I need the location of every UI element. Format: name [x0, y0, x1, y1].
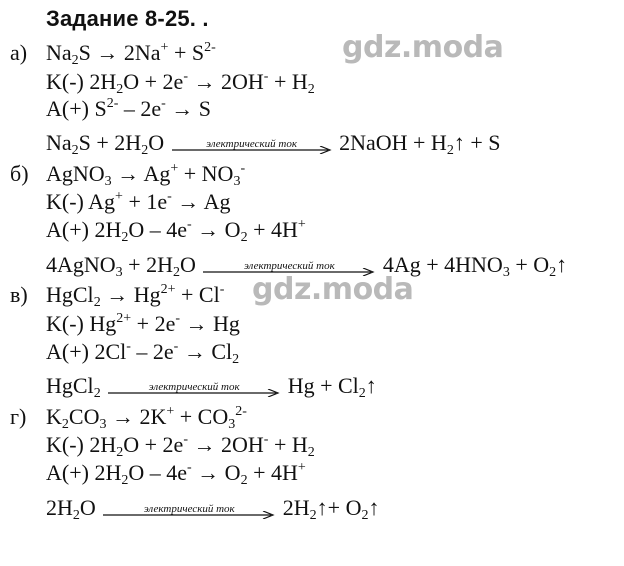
task-title: Задание 8-25. . — [46, 6, 209, 31]
section-label-a: а) — [10, 40, 28, 65]
equation-g-cathode: K(-) $2H_2O + 2e^- \to 2OH^- + H_2$ — [46, 432, 315, 460]
watermark-middle: gdz.moda — [252, 272, 414, 307]
equation-g-dissociation: $K_2CO_3 \to 2K^+ + CO_3^{2-}$ — [46, 404, 247, 432]
equation-g-overall: $2H_2O$ электрический ток $2H_2↑+$ $O_2↑$ — [46, 495, 380, 523]
equation-b-overall: 4AgNO$_3$ + $2H_2O$ электрический ток $4Ag + 4HNO_3$ + $O_2↑$ — [46, 252, 568, 280]
equation-b-cathode: K(-) Ag+ + 1e- → Ag — [46, 189, 231, 214]
equation-a-cathode: K(-) $2H_2O + 2e^- \to 2OH^- + H_2$ — [46, 69, 315, 97]
equation-g-anode: A(+) $2H_2O - 4e^- \to O_2 + 4H^+$ — [46, 460, 306, 488]
section-label-b: б) — [10, 161, 29, 186]
equation-a-anode: A(+) $S^{2-} - 2e^- \to S$ — [46, 96, 212, 121]
equation-a-overall: $Na_2S + 2H_2O$ электрический ток 2NaOH + $H_2↑ + S$ — [46, 130, 501, 158]
equation-v-cathode: K(-) $Hg^{2+} + 2e^- \to Hg$ — [46, 311, 240, 336]
equation-v-dissociation: HgCl$_2$ → $Hg^{2+} + Cl^-$ — [46, 282, 225, 310]
equation-b-dissociation: AgNO$_3$ → $Ag^+ + NO_3^-$ — [46, 161, 246, 189]
watermark-top: gdz.moda — [342, 30, 504, 65]
equation-a-dissociation: $Na_2S \to 2Na^+ + S^{2-}$ — [46, 40, 216, 68]
electric-current-arrow: электрический ток — [203, 256, 375, 278]
section-label-v: в) — [10, 282, 28, 307]
electric-current-arrow: электрический ток — [108, 377, 280, 399]
equation-b-anode: A(+) $2H_2O - 4e^- \to O_2 + 4H^+$ — [46, 217, 306, 245]
electric-current-arrow: электрический ток — [172, 134, 332, 156]
electric-current-arrow: электрический ток — [103, 499, 275, 521]
section-label-g: г) — [10, 404, 27, 429]
equation-v-overall: HgCl$_2$ электрический ток $Hg + Cl_2↑$ — [46, 373, 377, 401]
equation-v-anode: A(+) $2Cl^- - 2e^- \to Cl_2$ — [46, 339, 240, 367]
